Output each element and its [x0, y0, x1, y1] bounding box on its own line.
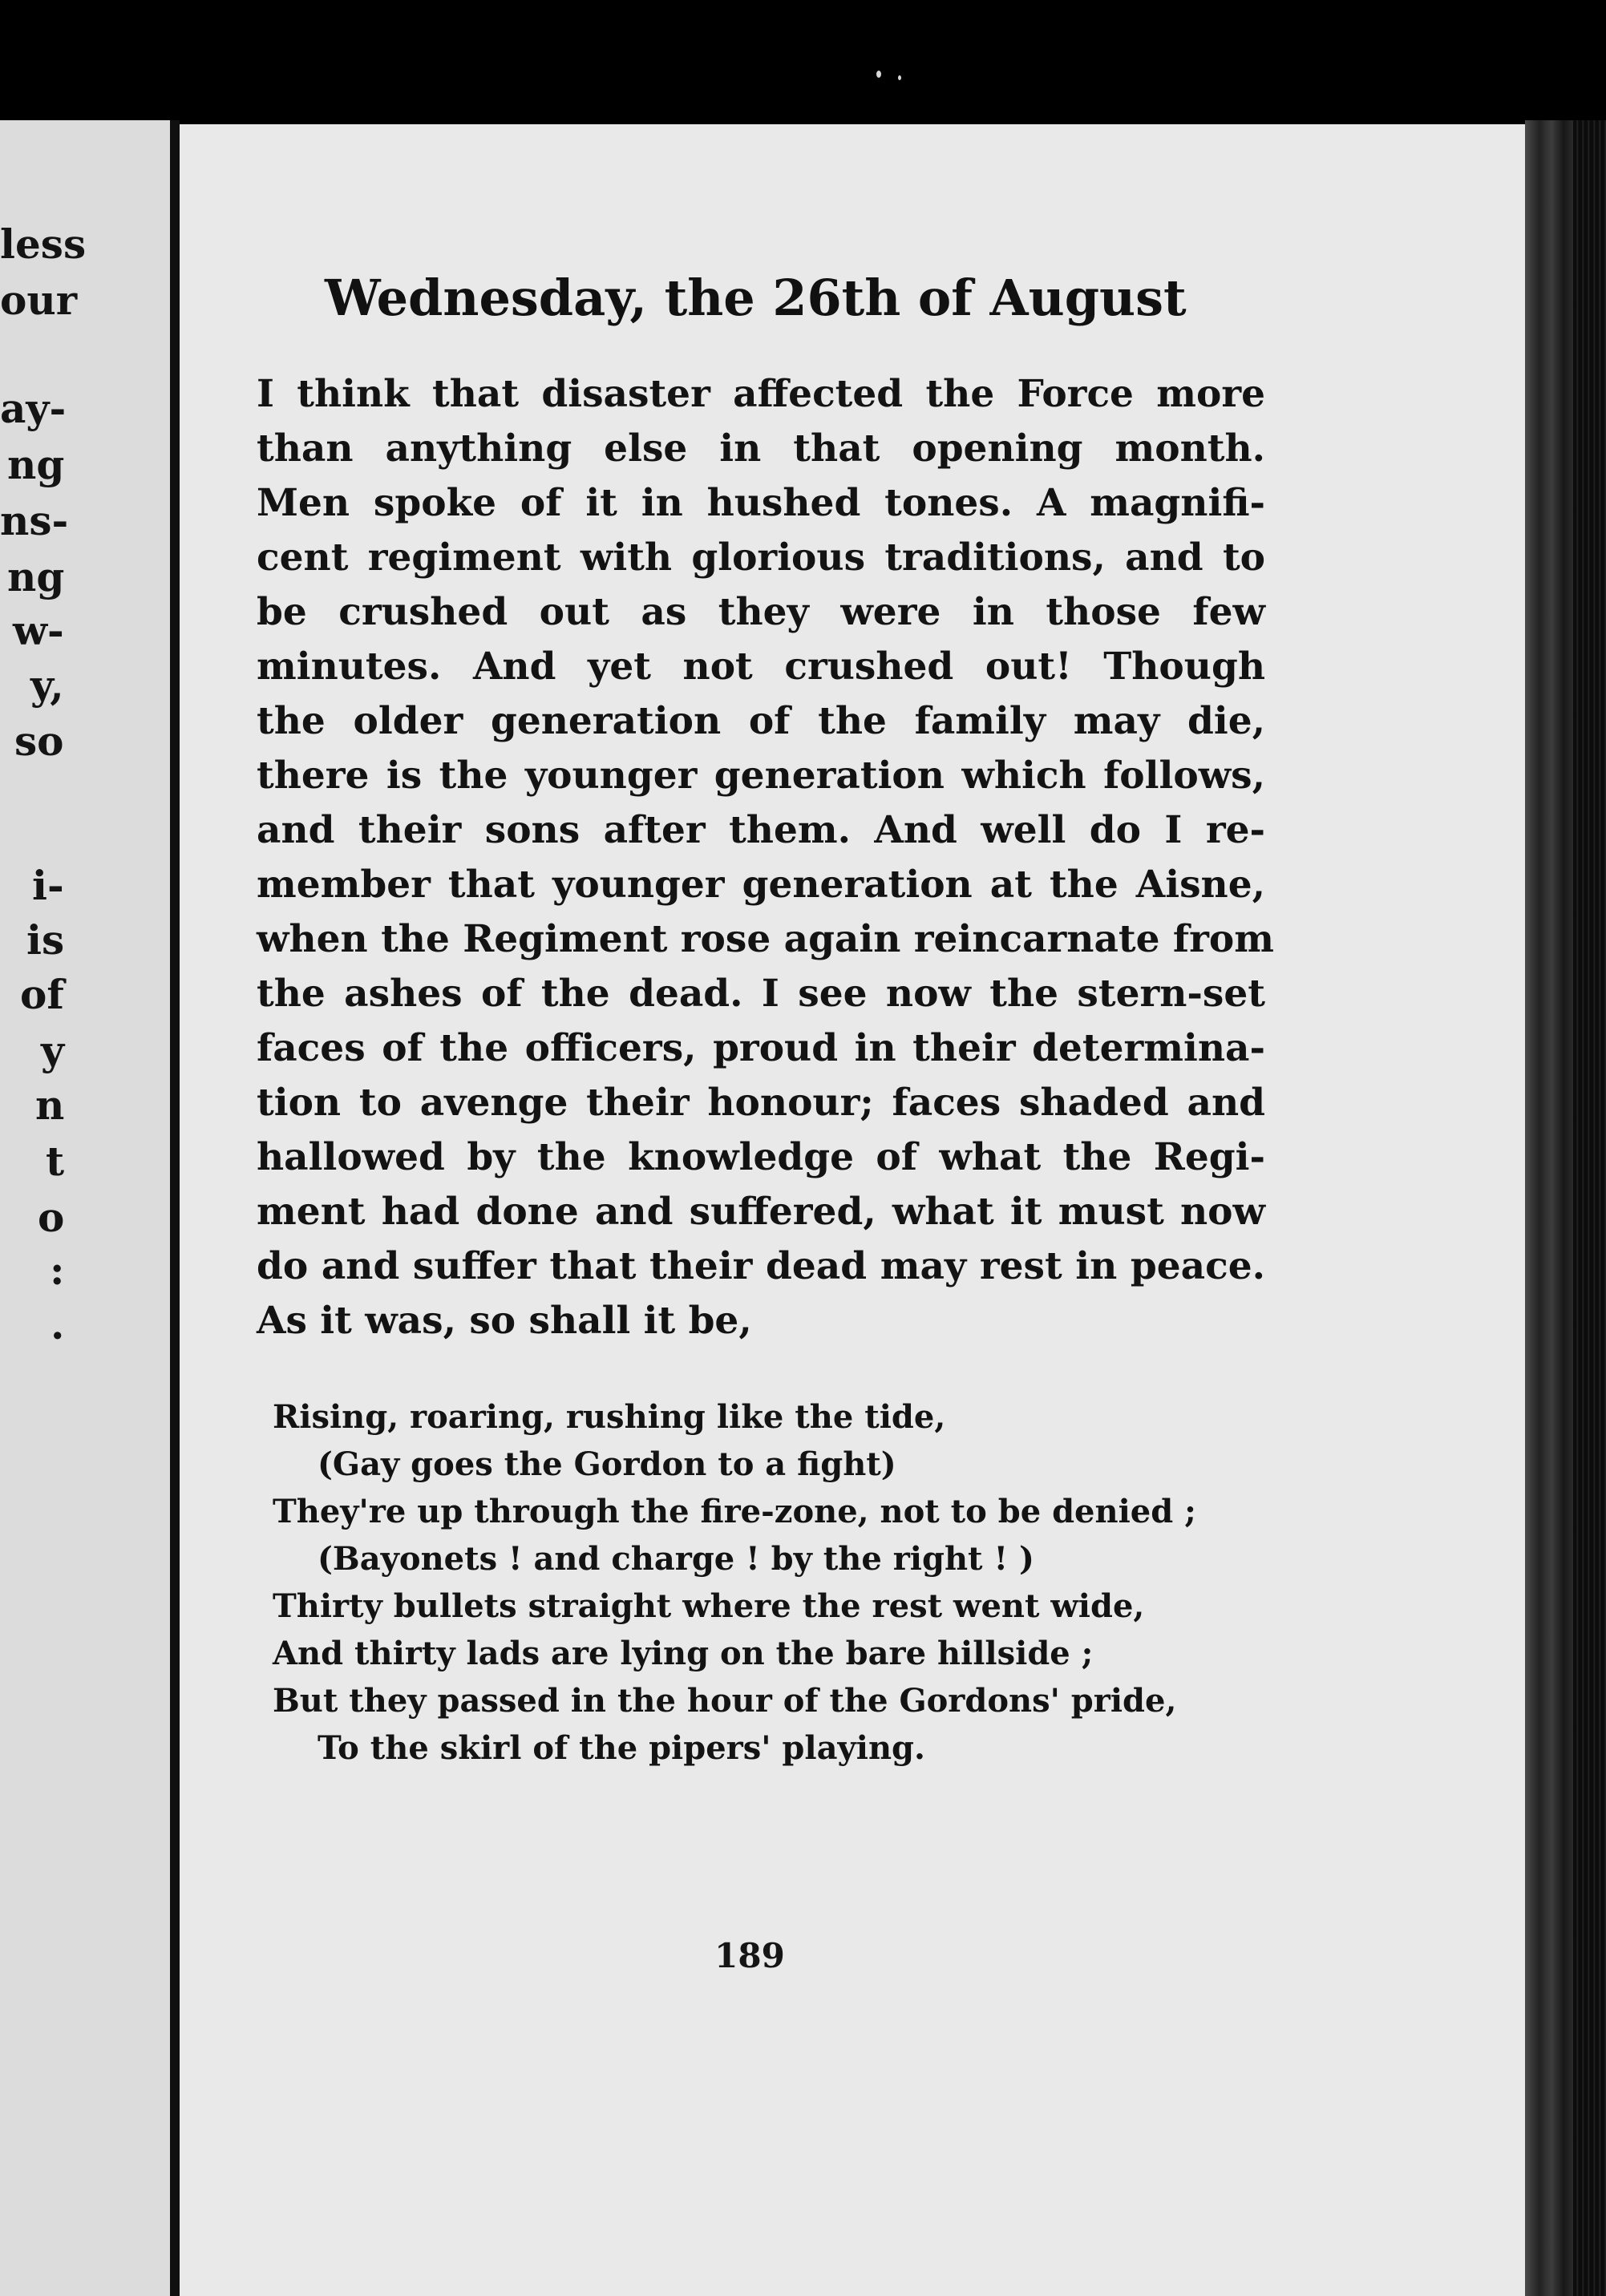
left-page-fragment: i- — [32, 862, 64, 909]
body-line: and their sons after them. And well do I re- — [257, 808, 1265, 852]
body-line: when the Regiment rose again reincarnate from — [257, 917, 1274, 961]
verse-line: Rising, roaring, rushing like the tide, — [273, 1398, 946, 1436]
left-page-fragment: o — [38, 1194, 65, 1241]
body-line: do and suffer that their dead may rest in peace. — [257, 1244, 1265, 1288]
body-line: Men spoke of it in hushed tones. A magnifi- — [257, 481, 1265, 525]
verse-line: To the skirl of the pipers' playing. — [318, 1729, 925, 1767]
body-line: the older generation of the family may die, — [257, 699, 1265, 743]
page-edge — [1525, 120, 1573, 2296]
left-page-fragment: our — [0, 277, 78, 324]
body-line: As it was, so shall it be, — [257, 1299, 752, 1343]
body-line: the ashes of the dead. I see now the stern-set — [257, 972, 1265, 1016]
verse-line: And thirty lads are lying on the bare hillside ; — [273, 1635, 1094, 1672]
body-paragraph — [257, 367, 1274, 1348]
body-line: faces of the officers, proud in their determina- — [257, 1026, 1265, 1070]
scan-speck — [876, 71, 881, 78]
body-line: ment had done and suffered, what it must now — [257, 1190, 1265, 1234]
left-page-fragment: w- — [13, 607, 64, 654]
left-page-fragment: is — [26, 916, 65, 964]
body-line: I think that disaster affected the Force more — [257, 372, 1265, 416]
body-line: cent regiment with glorious traditions, and to — [257, 536, 1265, 580]
page-heading: Wednesday, the 26th of August — [325, 269, 1187, 327]
left-page-fragment: y, — [30, 661, 64, 709]
verse-line: But they passed in the hour of the Gordons' pride, — [273, 1682, 1177, 1720]
left-page-fragment: ng — [7, 553, 65, 600]
left-page-fragment: ng — [7, 441, 65, 488]
left-facing-page — [0, 120, 170, 2296]
book-gutter — [170, 120, 180, 2296]
body-line: minutes. And yet not crushed out! Though — [257, 645, 1265, 689]
left-page-text-fragments — [0, 120, 170, 2296]
body-line: member that younger generation at the Aisne, — [257, 863, 1265, 907]
left-page-fragment: ns- — [0, 497, 69, 544]
body-line: be crushed out as they were in those few — [257, 590, 1265, 634]
verse-line: They're up through the fire-zone, not to be denied ; — [273, 1493, 1196, 1530]
left-page-fragment: less — [0, 220, 87, 268]
verse-block — [273, 1393, 1267, 1772]
page-number: 189 — [714, 1936, 785, 1975]
left-page-fragment: : — [50, 1247, 65, 1294]
scan-speck — [898, 75, 901, 80]
page-stack-edge — [1573, 120, 1606, 2296]
left-page-fragment: n — [35, 1081, 65, 1129]
verse-line: (Gay goes the Gordon to a fight) — [318, 1445, 896, 1483]
left-page-fragment: of — [20, 971, 64, 1018]
body-line: hallowed by the knowledge of what the Regi- — [257, 1135, 1265, 1179]
verse-line: Thirty bullets straight where the rest went wide, — [273, 1587, 1145, 1625]
left-page-fragment: ay- — [0, 385, 67, 432]
verse-line: (Bayonets ! and charge ! by the right ! ) — [318, 1540, 1034, 1578]
body-line: than anything else in that opening month. — [257, 426, 1265, 471]
left-page-fragment: . — [51, 1301, 65, 1348]
body-line: there is the younger generation which follows, — [257, 754, 1265, 798]
left-page-fragment: so — [14, 718, 64, 765]
left-page-fragment: y — [41, 1027, 65, 1074]
left-page-fragment: t — [46, 1138, 65, 1185]
body-line: tion to avenge their honour; faces shaded and — [257, 1081, 1265, 1125]
